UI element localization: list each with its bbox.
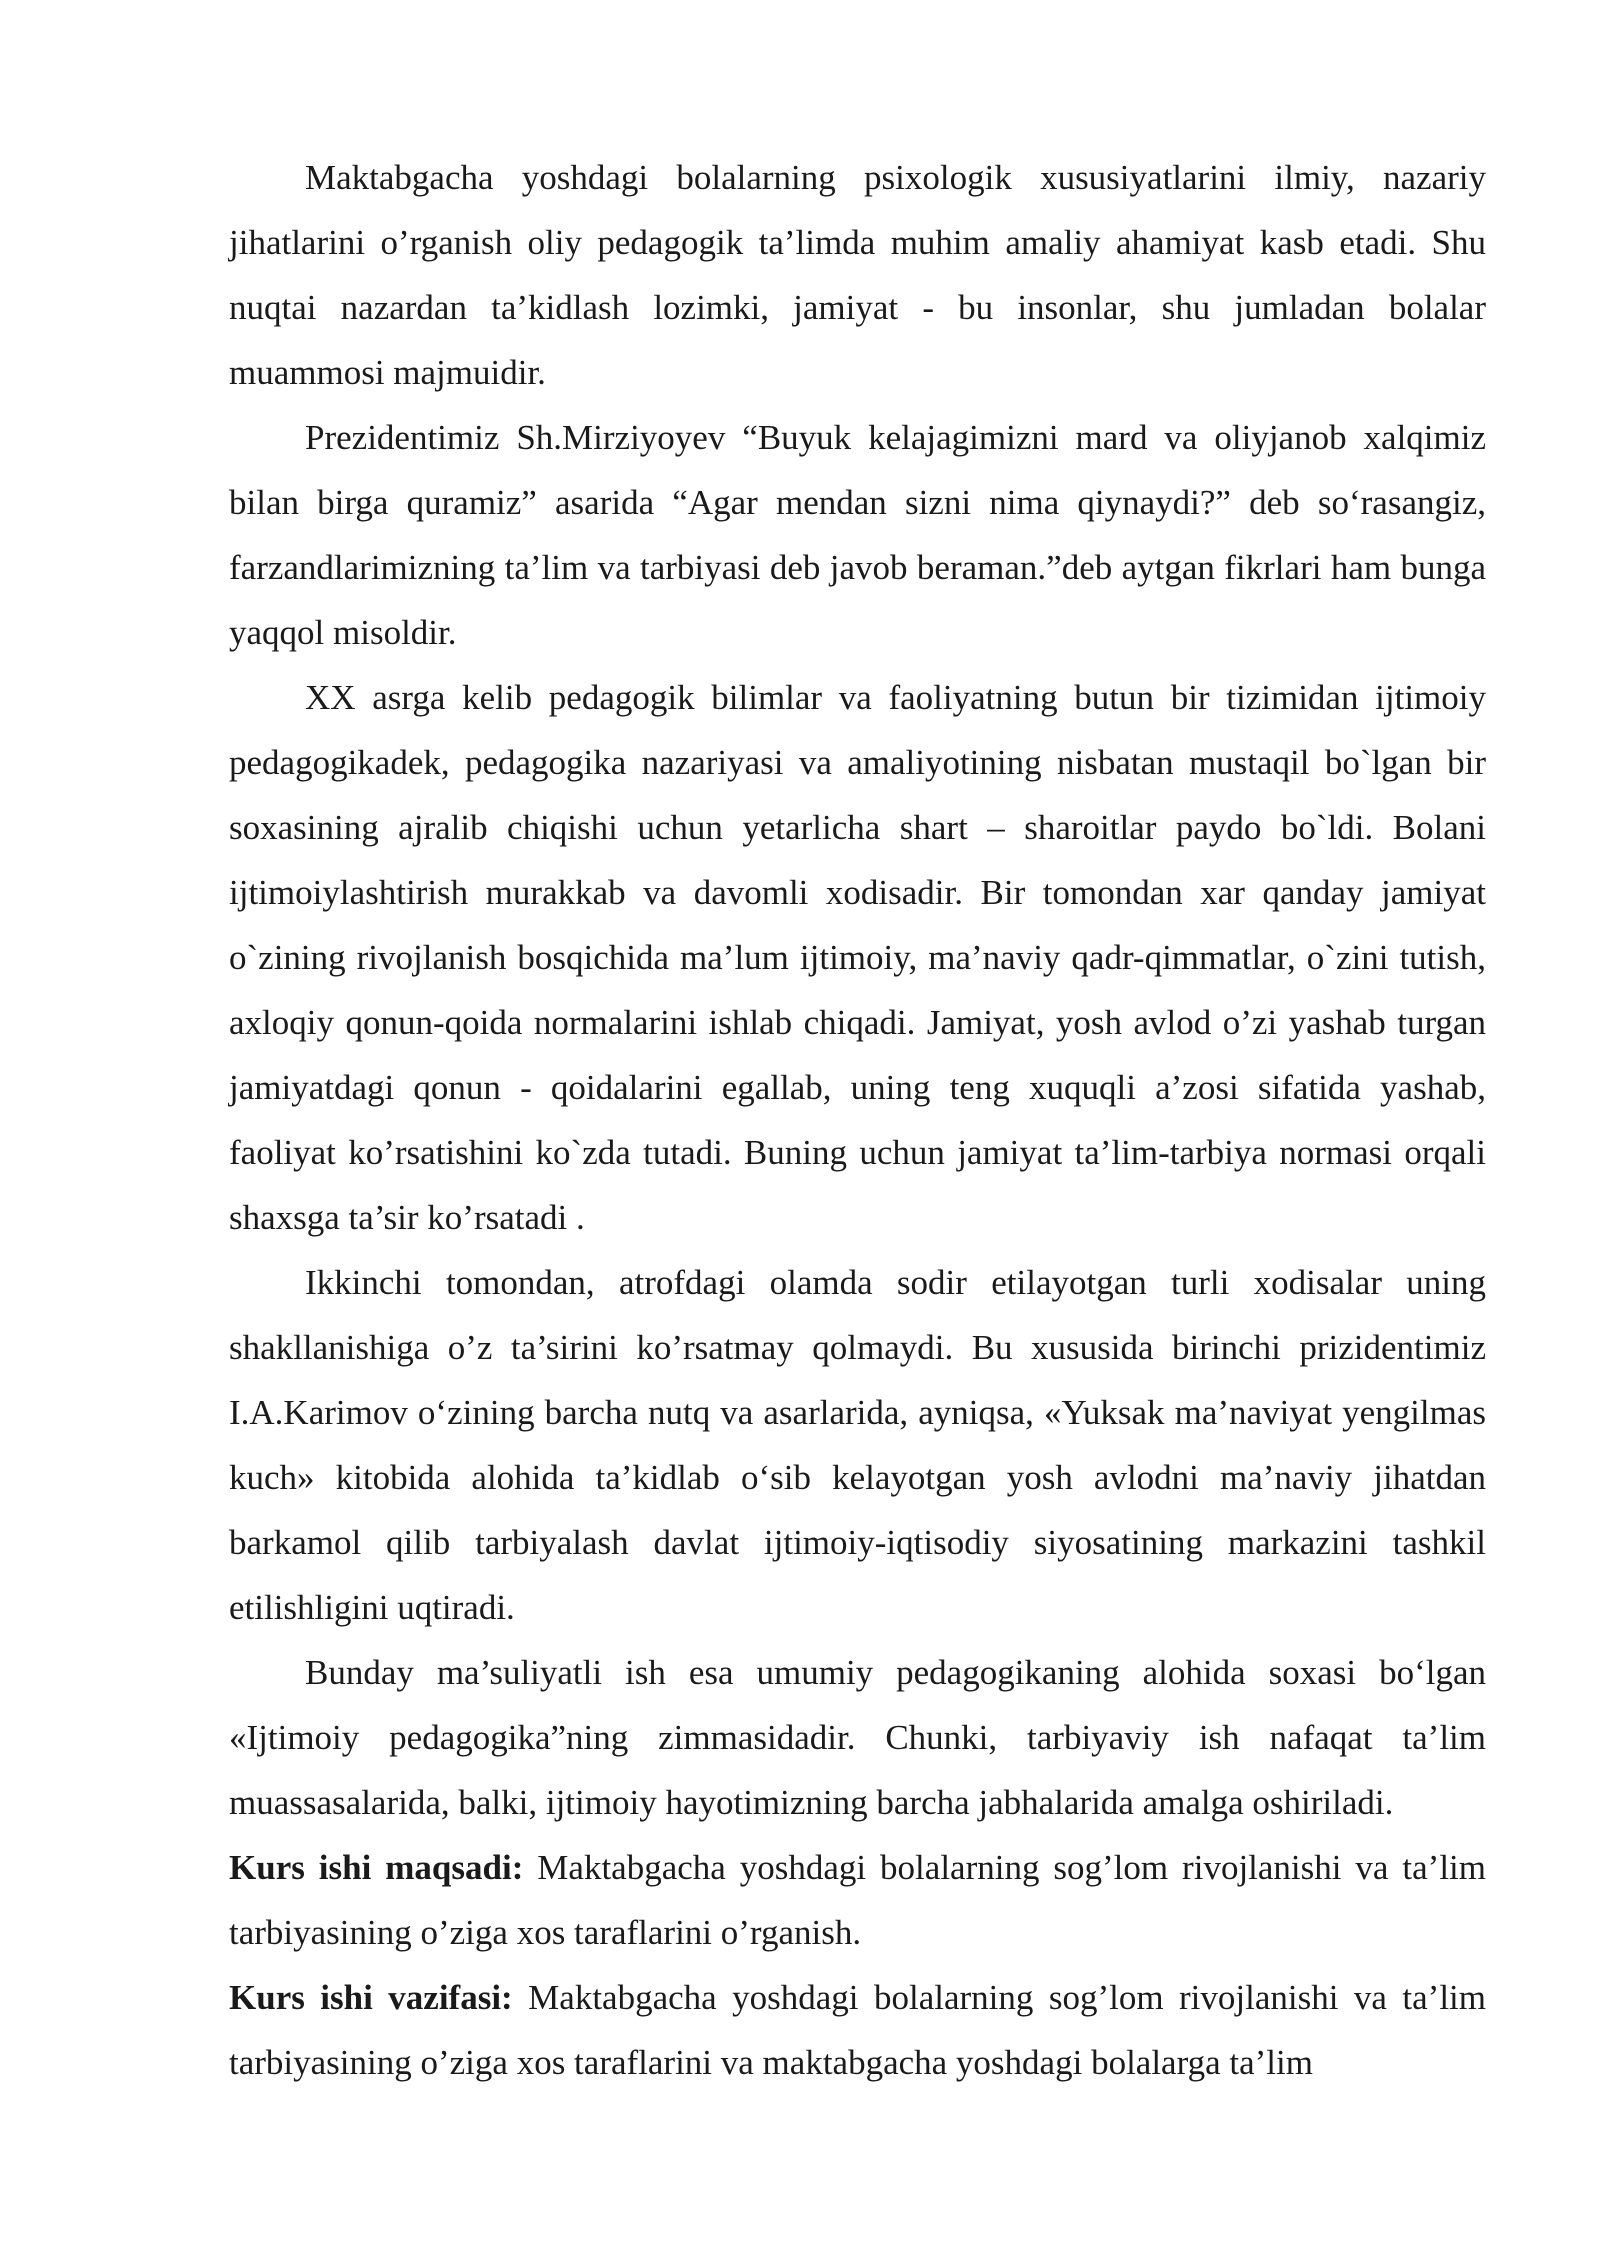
paragraph-intro: Maktabgacha yoshdagi bolalarning psixologik xususiyatlarini ilmiy, nazariy jihatlarini o’rganish oliy pedagogik ta’limda muhim amaliy ahamiyat kasb etadi. Shu nuqtai nazardan ta’kidlash lozimki, jamiyat - bu insonlar, shu jumladan bolalar muammosi majmuidir. — [229, 158, 1486, 392]
course-task-text: Maktabgacha yoshdagi bolalarning sog’lom rivojlanishi va ta’lim tarbiyasining o’ziga xos taraflarini va maktabgacha yoshdagi bolalarga ta’lim — [229, 1978, 1486, 2082]
paragraph-president-quote: Prezidentimiz Sh.Mirziyoyev “Buyuk kelajagimizni mard va oliyjanob xalqimiz bilan birga quramiz” asarida “Agar mendan sizni nima qiynaydi?” deb so‘rasangiz, farzandlarimizning ta’lim va tarbiyasi deb javob beraman.”deb aytgan fikrlari ham bunga yaqqol misoldir. — [229, 418, 1486, 652]
paragraph-social-pedagogy: Bunday ma’suliyatli ish esa umumiy pedagogikaning alohida soxasi bo‘lgan «Ijtimoiy pedagogika”ning zimmasidadir. Chunki, tarbiyaviy ish nafaqat ta’lim muassasalarida, balki, ijtimoiy hayotimizning barcha jabhalarida amalga oshiriladi. — [229, 1653, 1486, 1822]
course-goal-label: Kurs ishi maqsadi: — [229, 1848, 524, 1887]
paragraph-xx-century: XX asrga kelib pedagogik bilimlar va faoliyatning butun bir tizimidan ijtimoiy pedagogikadek, pedagogika nazariyasi va amaliyotining nisbatan mustaqil bo`lgan bir soxasining ajralib chiqishi uchun yetarlicha shart – sharoitlar paydo bo`ldi. Bolani ijtimoiylashtirish murakkab va davomli xodisadir. Bir tomondan xar qanday jamiyat o`zining rivojlanish bosqichida ma’lum ijtimoiy, ma’naviy qadr-qimmatlar, o`zini tutish, axloqiy qonun-qoida normalarini ishlab chiqadi. Jamiyat, yosh avlod o’zi yashab turgan jamiyatdagi qonun - qoidalarini egallab, uning teng xuquqli a’zosi sifatida yashab, faoliyat ko’rsatishini ko`zda tutadi. Buning uchun jamiyat ta’lim-tarbiya normasi orqali shaxsga ta’sir ko’rsatadi . — [229, 678, 1486, 1237]
paragraph-second-side: Ikkinchi tomondan, atrofdagi olamda sodir etilayotgan turli xodisalar uning shakllanishiga o’z ta’sirini ko’rsatmay qolmaydi. Bu xususida birinchi prizidentimiz I.A.Karimov o‘zining barcha nutq va asarlarida, ayniqsa, «Yuksak ma’naviyat yengilmas kuch» kitobida alohida ta’kidlab o‘sib kelayotgan yosh avlodni ma’naviy jihatdan barkamol qilib tarbiyalash davlat ijtimoiy-iqtisodiy siyosatining markazini tashkil etilishligini uqtiradi. — [229, 1263, 1486, 1627]
course-task — [229, 1965, 1486, 2095]
document-page — [229, 145, 1486, 2095]
course-task-label: Kurs ishi vazifasi: — [229, 1978, 513, 2017]
course-goal — [229, 1835, 1486, 1965]
course-goal-text: Maktabgacha yoshdagi bolalarning sog’lom rivojlanishi va ta’lim tarbiyasining o’ziga xos taraflarini o’rganish. — [229, 1848, 1486, 1952]
